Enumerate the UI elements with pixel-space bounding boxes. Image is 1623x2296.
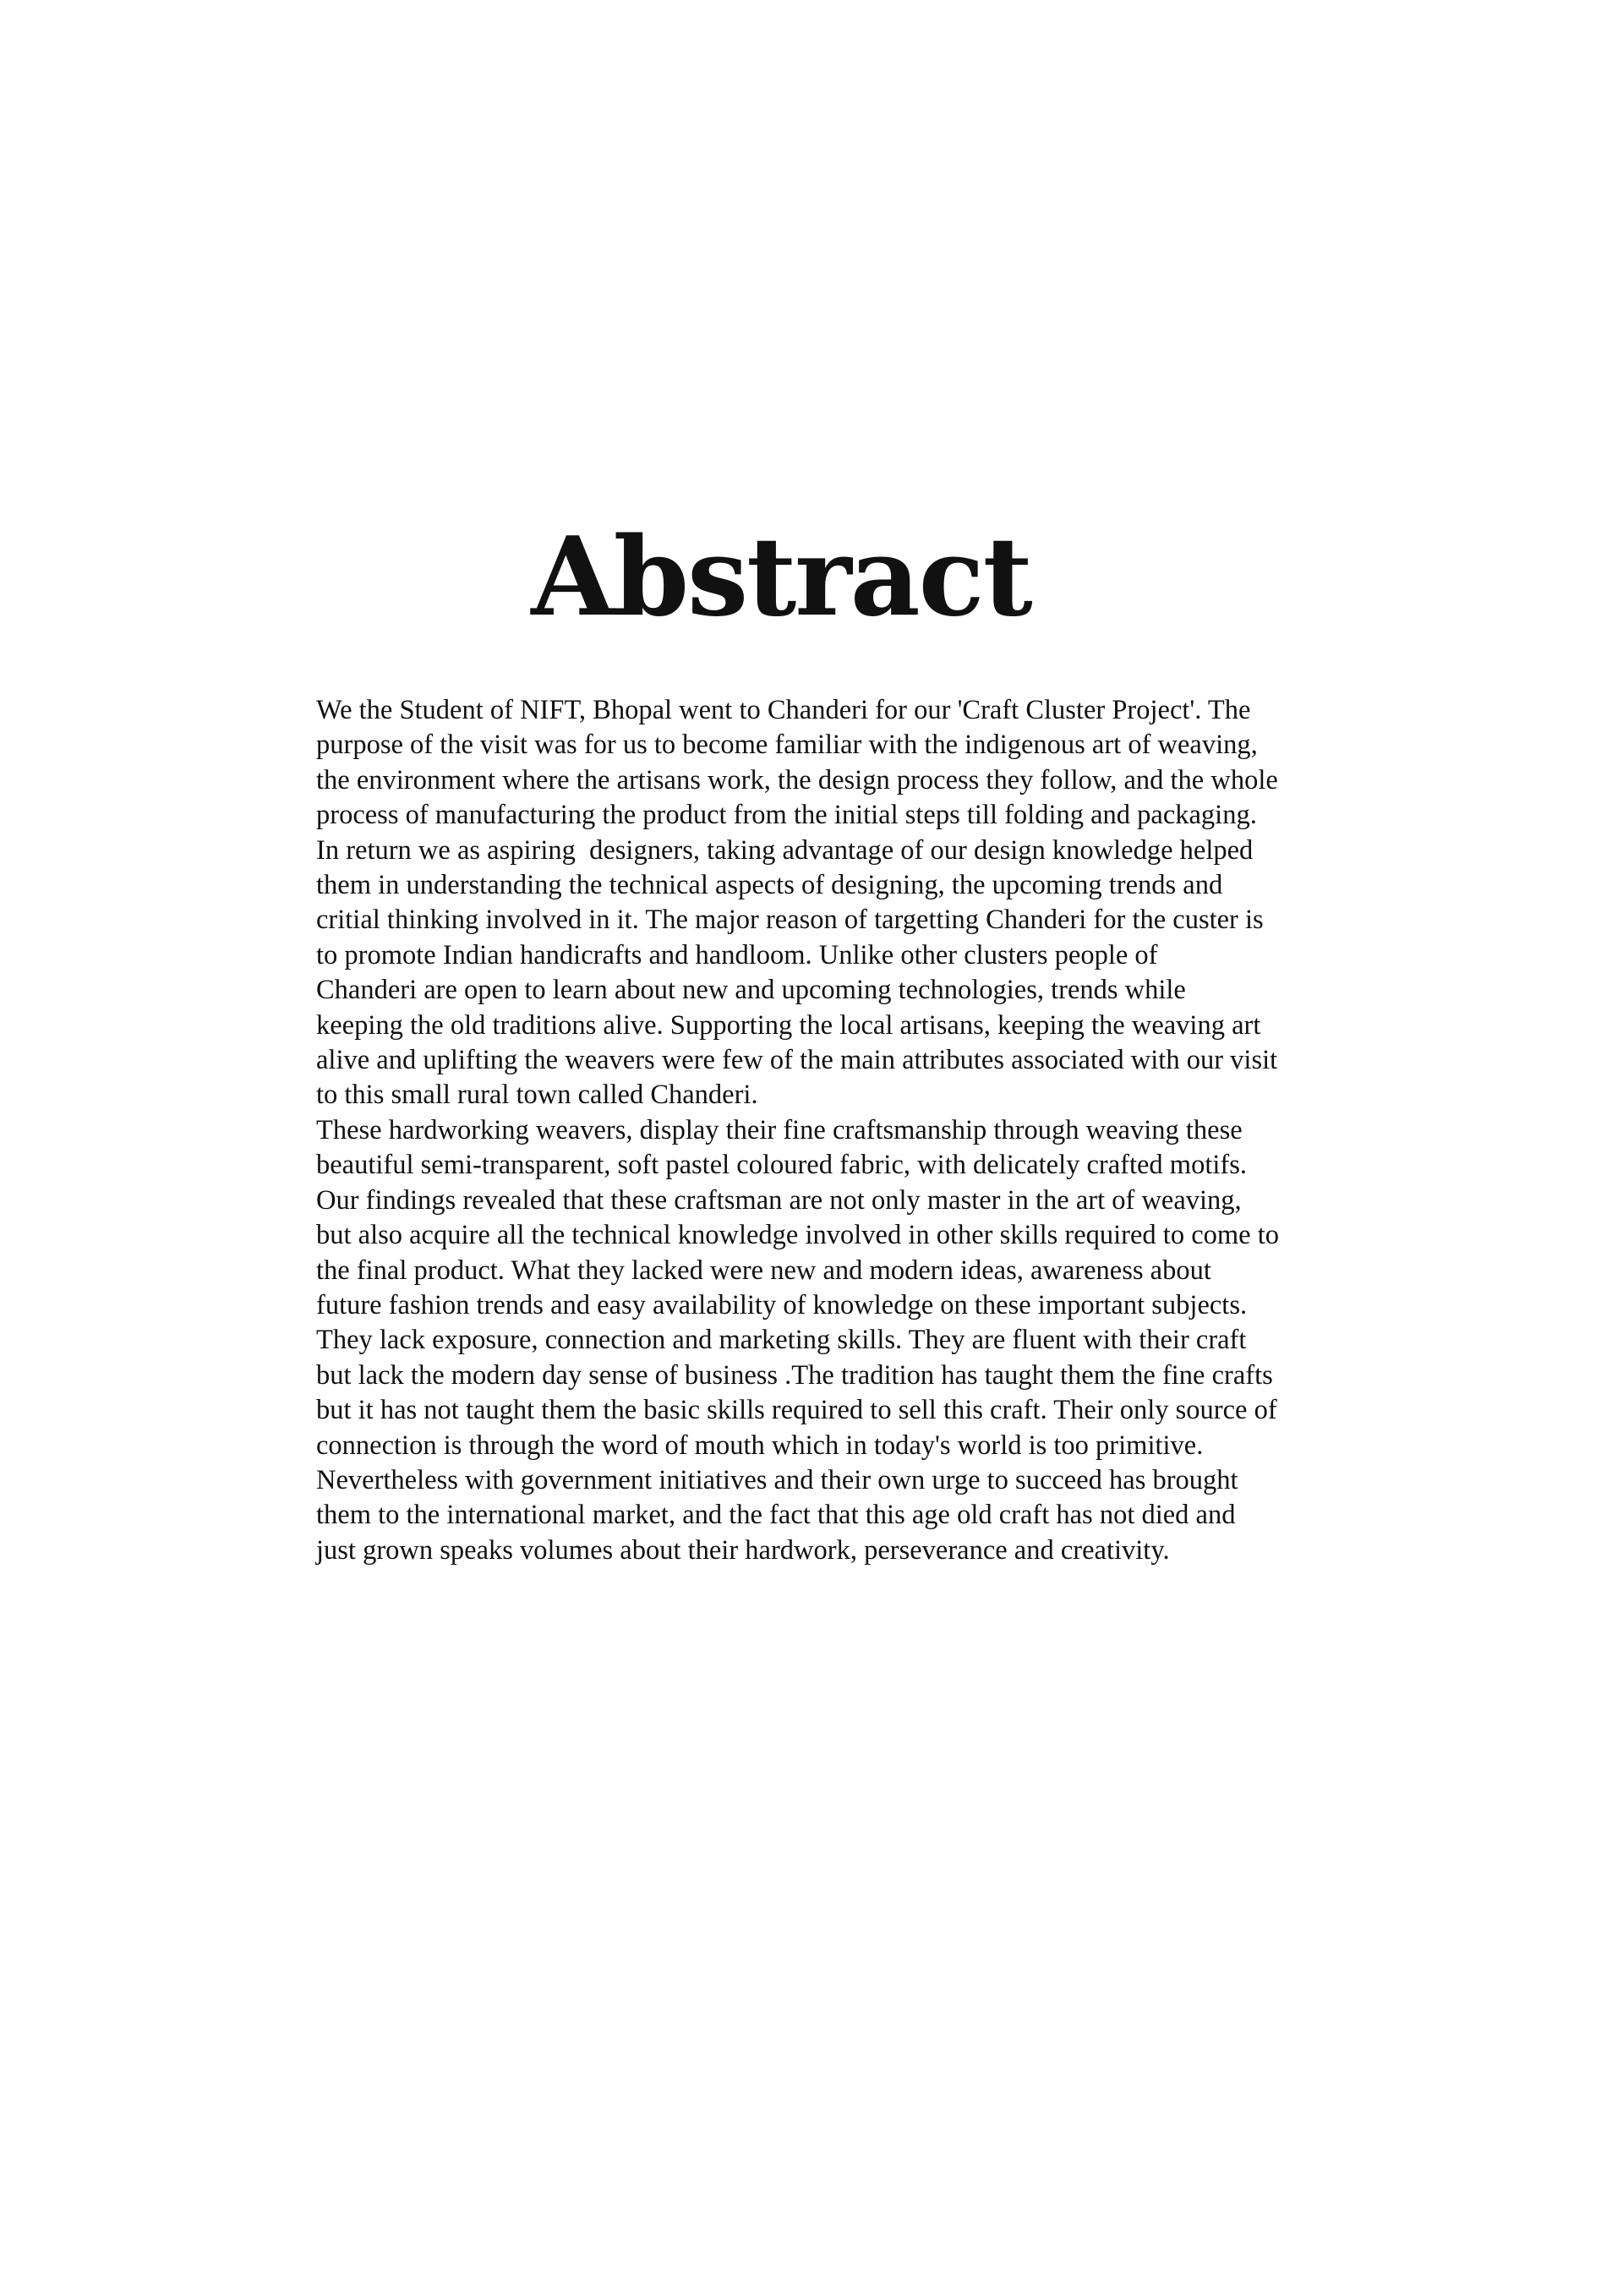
text-line: to promote Indian handicrafts and handloom. Unlike other clusters people of — [316, 939, 1158, 970]
text-line: process of manufacturing the product from the initial steps till folding and packaging. — [316, 800, 1257, 831]
text-line: them in understanding the technical aspects of designing, the upcoming trends and — [316, 870, 1223, 901]
text-line: beautiful semi-transparent, soft pastel coloured fabric, with delicately crafted motifs. — [316, 1150, 1247, 1181]
text-line: but also acquire all the technical knowledge involved in other skills required to come to — [316, 1220, 1279, 1251]
text-line: them to the international market, and the fact that this age old craft has not died and — [316, 1500, 1236, 1531]
text-line: Nevertheless with government initiatives and their own urge to succeed has brought — [316, 1464, 1238, 1495]
text-line: purpose of the visit was for us to become familiar with the indigenous art of weaving, — [316, 730, 1258, 761]
text-line: connection is through the word of mouth which in today's world is too primitive. — [316, 1430, 1204, 1461]
text-line: These hardworking weavers, display their fine craftsmanship through weaving these — [316, 1114, 1243, 1145]
text-line: We the Student of NIFT, Bhopal went to Chanderi for our 'Craft Cluster Project'. The — [316, 695, 1251, 725]
text-line: critial thinking involved in it. The major reason of targetting Chanderi for the custer is — [316, 905, 1264, 936]
abstract-body — [316, 693, 1331, 1568]
page-title: Abstract — [531, 514, 1031, 641]
text-line: Our findings revealed that these craftsman are not only master in the art of weaving, — [316, 1184, 1242, 1216]
text-line: In return we as aspiring designers, taking advantage of our design knowledge helped — [316, 834, 1254, 866]
text-line: keeping the old traditions alive. Supporting the local artisans, keeping the weaving art — [316, 1009, 1261, 1041]
text-line: to this small rural town called Chanderi. — [316, 1080, 758, 1111]
text-line: but it has not taught them the basic skills required to sell this craft. Their only source of — [316, 1395, 1277, 1426]
text-line: Chanderi are open to learn about new and upcoming technologies, trends while — [316, 975, 1186, 1006]
text-line: the final product. What they lacked were new and modern ideas, awareness about — [316, 1255, 1211, 1286]
text-line: but lack the modern day sense of business .The tradition has taught them the fine crafts — [316, 1359, 1273, 1391]
text-line: just grown speaks volumes about their hardwork, perseverance and creativity. — [316, 1534, 1170, 1566]
text-line: future fashion trends and easy availability of knowledge on these important subjects. — [316, 1289, 1248, 1320]
text-line: They lack exposure, connection and marketing skills. They are fluent with their craft — [316, 1325, 1247, 1356]
text-line: the environment where the artisans work, the design process they follow, and the whole — [316, 764, 1278, 795]
text-line: alive and uplifting the weavers were few of the main attributes associated with our visit — [316, 1045, 1278, 1076]
